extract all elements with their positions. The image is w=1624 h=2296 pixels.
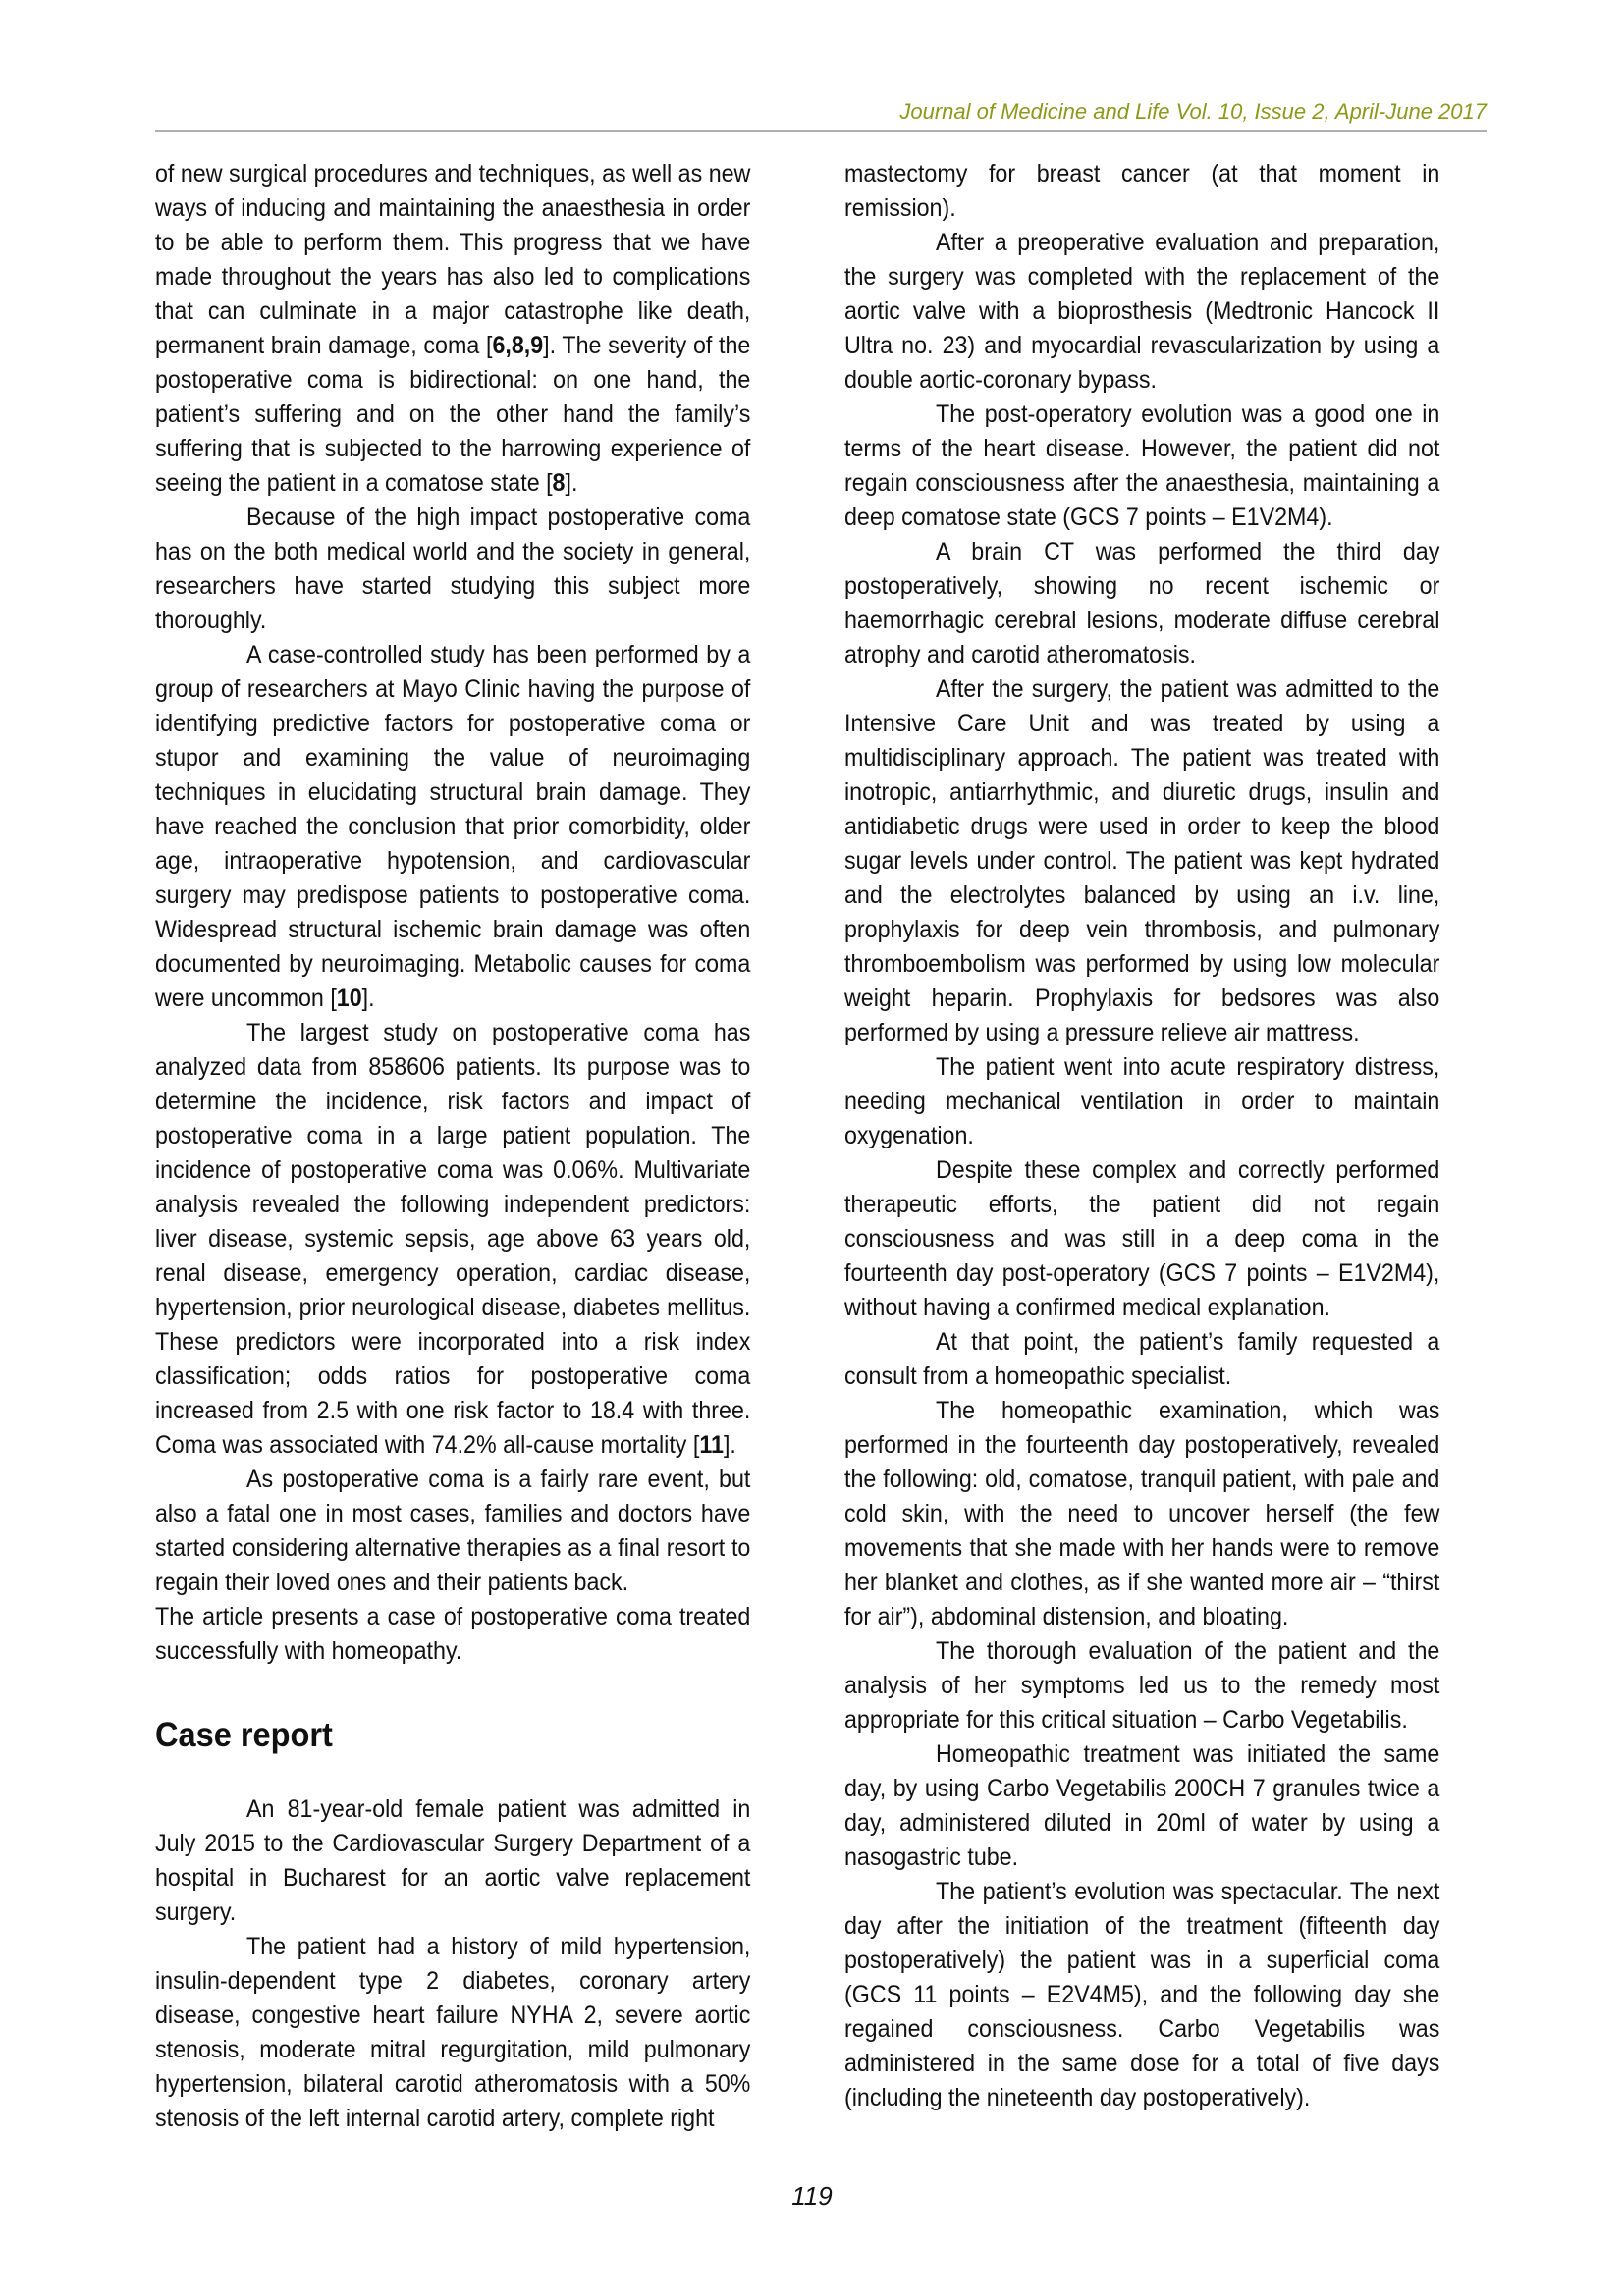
- paragraph: The patient’s evolution was spectacular. The next day after the initiation of the treatment (fifteenth day postoperatively) the patient was in a superficial coma (GCS 11 points – E2V4M5), and the following day she regained consciousness. Carbo Vegetabilis was administered in the same dose for a total of five days (including the nineteenth day postoperatively).: [844, 1878, 1440, 2111]
- paragraph: The article presents a case of postoperative coma treated successfully with homeopathy.: [155, 1603, 751, 1665]
- paragraph: of new surgical procedures and techniques, as well as new ways of inducing and maintaining the anaesthesia in order to be able to perform them. This progress that we have made throughout the years has also led to complications that can culminate in a major catastrophe like death, permanent brain damage, coma [6,8,9]. The severity of the postoperative coma is bidirectional: on one hand, the patient’s suffering and on the other hand the family’s suffering that is subjected to the harrowing experience of seeing the patient in a comatose state [8].: [155, 160, 751, 497]
- citation: 8: [552, 469, 566, 497]
- paragraph: A case-controlled study has been performed by a group of researchers at Mayo Clinic having the purpose of identifying predictive factors for postoperative coma or stupor and examining the value of neuroimaging techniques in elucidating structural brain damage. They have reached the conclusion that prior comorbidity, older age, intraoperative hypotension, and cardiovascular surgery may predispose patients to postoperative coma. Widespread structural ischemic brain damage was often documented by neuroimaging. Metabolic causes for coma were uncommon [10].: [155, 641, 751, 1012]
- paragraph: The patient went into acute respiratory distress, needing mechanical ventilation in order to maintain oxygenation.: [844, 1053, 1440, 1149]
- right-column: [844, 157, 1439, 2115]
- paragraph: mastectomy for breast cancer (at that moment in remission).: [844, 160, 1440, 222]
- paragraph: Homeopathic treatment was initiated the same day, by using Carbo Vegetabilis 200CH 7 granules twice a day, administered diluted in 20ml of water by using a nasogastric tube.: [844, 1740, 1440, 1871]
- page-number: 119: [791, 2181, 833, 2211]
- paragraph: At that point, the patient’s family requested a consult from a homeopathic specialist.: [844, 1328, 1440, 1390]
- journal-header: Journal of Medicine and Life Vol. 10, Issue 2, April-June 2017: [155, 98, 1487, 132]
- paragraph: Despite these complex and correctly performed therapeutic efforts, the patient did not regain consciousness and was still in a deep coma in the fourteenth day post-operatory (GCS 7 points – E1V2M4), without having a confirmed medical explanation.: [844, 1156, 1440, 1321]
- citation: 10: [336, 985, 362, 1012]
- paragraph: An 81-year-old female patient was admitted in July 2015 to the Cardiovascular Surgery Department of a hospital in Bucharest for an aortic valve replacement surgery.: [155, 1795, 751, 1926]
- paragraph: A brain CT was performed the third day postoperatively, showing no recent ischemic or haemorrhagic cerebral lesions, moderate diffuse cerebral atrophy and carotid atheromatosis.: [844, 538, 1440, 668]
- citation: 6,8,9: [492, 332, 544, 359]
- paragraph: The patient had a history of mild hypertension, insulin-dependent type 2 diabetes, coronary artery disease, congestive heart failure NYHA 2, severe aortic stenosis, moderate mitral regurgitation, mild pulmonary hypertension, bilateral carotid atheromatosis with a 50% stenosis of the left internal carotid artery, complete right: [155, 1933, 751, 2132]
- paragraph: As postoperative coma is a fairly rare event, but also a fatal one in most cases, families and doctors have started considering alternative therapies as a final resort to regain their loved ones and their patients back.: [155, 1466, 751, 1596]
- paragraph: After a preoperative evaluation and preparation, the surgery was completed with the replacement of the aortic valve with a bioprosthesis (Medtronic Hancock II Ultra no. 23) and myocardial revascularization by using a double aortic-coronary bypass.: [844, 229, 1440, 394]
- paragraph: After the surgery, the patient was admitted to the Intensive Care Unit and was treated by using a multidisciplinary approach. The patient was treated with inotropic, antiarrhythmic, and diuretic drugs, insulin and antidiabetic drugs were used in order to keep the blood sugar levels under control. The patient was kept hydrated and the electrolytes balanced by using an i.v. line, prophylaxis for deep vein thrombosis, and pulmonary thromboembolism was performed by using low molecular weight heparin. Prophylaxis for bedsores was also performed by using a pressure relieve air mattress.: [844, 675, 1440, 1046]
- paragraph: The homeopathic examination, which was performed in the fourteenth day postoperatively, revealed the following: old, comatose, tranquil patient, with pale and cold skin, with the need to uncover herself (the few movements that she made with her hands were to remove her blanket and clothes, as if she wanted more air – “thirst for air”), abdominal distension, and bloating.: [844, 1397, 1440, 1630]
- paragraph: The largest study on postoperative coma has analyzed data from 858606 patients. Its purpose was to determine the incidence, risk factors and impact of postoperative coma in a large patient population. The incidence of postoperative coma was 0.06%. Multivariate analysis revealed the following independent predictors: liver disease, systemic sepsis, age above 63 years old, renal disease, emergency operation, cardiac disease, hypertension, prior neurological disease, diabetes mellitus. These predictors were incorporated into a risk index classification; odds ratios for postoperative coma increased from 2.5 with one risk factor to 18.4 with three. Coma was associated with 74.2% all-cause mortality [11].: [155, 1019, 751, 1459]
- paragraph: The thorough evaluation of the patient and the analysis of her symptoms led us to the remedy most appropriate for this critical situation – Carbo Vegetabilis.: [844, 1637, 1440, 1734]
- paragraph: Because of the high impact postoperative coma has on the both medical world and the society in general, researchers have started studying this subject more thoroughly.: [155, 504, 751, 634]
- section-heading: Case report: [155, 1716, 333, 1754]
- left-column: [155, 157, 750, 2136]
- citation: 11: [699, 1431, 724, 1459]
- paragraph: The post-operatory evolution was a good one in terms of the heart disease. However, the patient did not regain consciousness after the anaesthesia, maintaining a deep comatose state (GCS 7 points – E1V2M4).: [844, 400, 1440, 531]
